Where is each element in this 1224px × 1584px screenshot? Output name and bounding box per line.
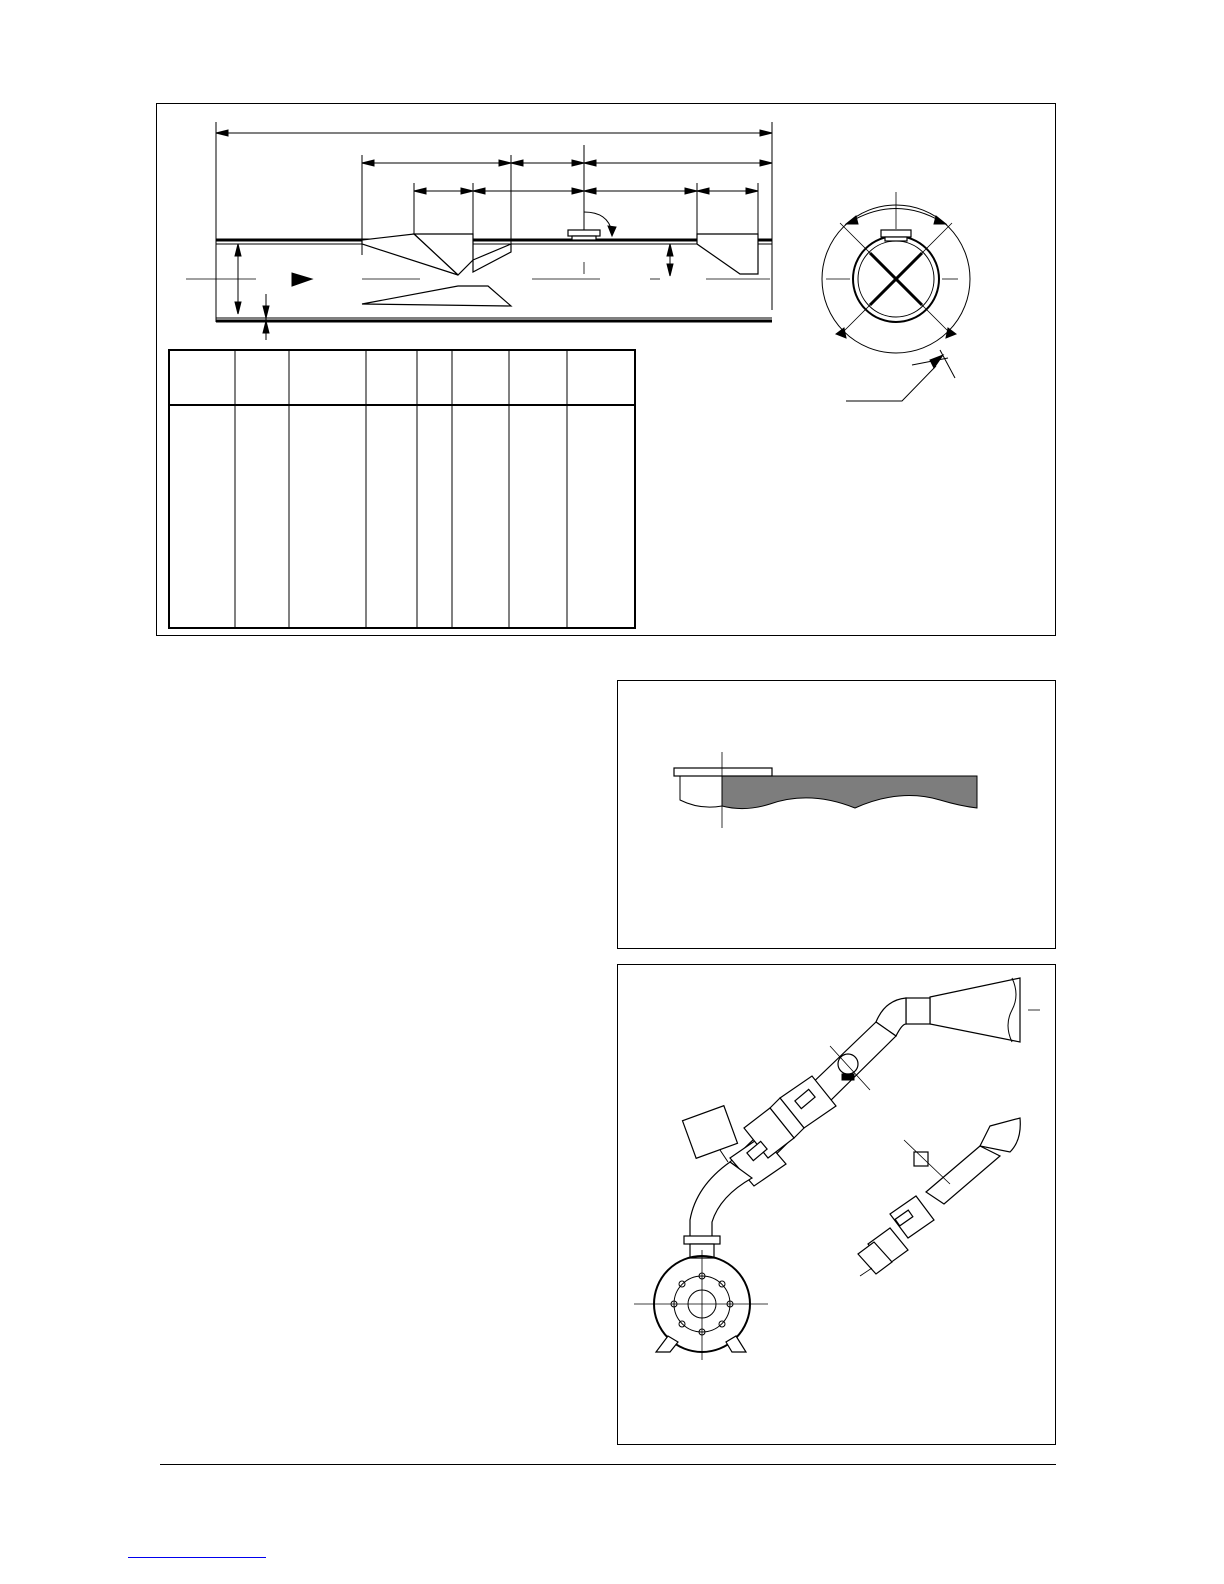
outlet-reducer [876,978,1040,1042]
centrifugal-pump [634,1250,768,1360]
main-diagonal-pipe [682,1022,896,1186]
pump-elbow [684,1162,752,1258]
secondary-valve-assembly [858,1118,1020,1276]
footer-rule [160,1464,1056,1465]
footer-link-underline[interactable] [128,1557,266,1558]
